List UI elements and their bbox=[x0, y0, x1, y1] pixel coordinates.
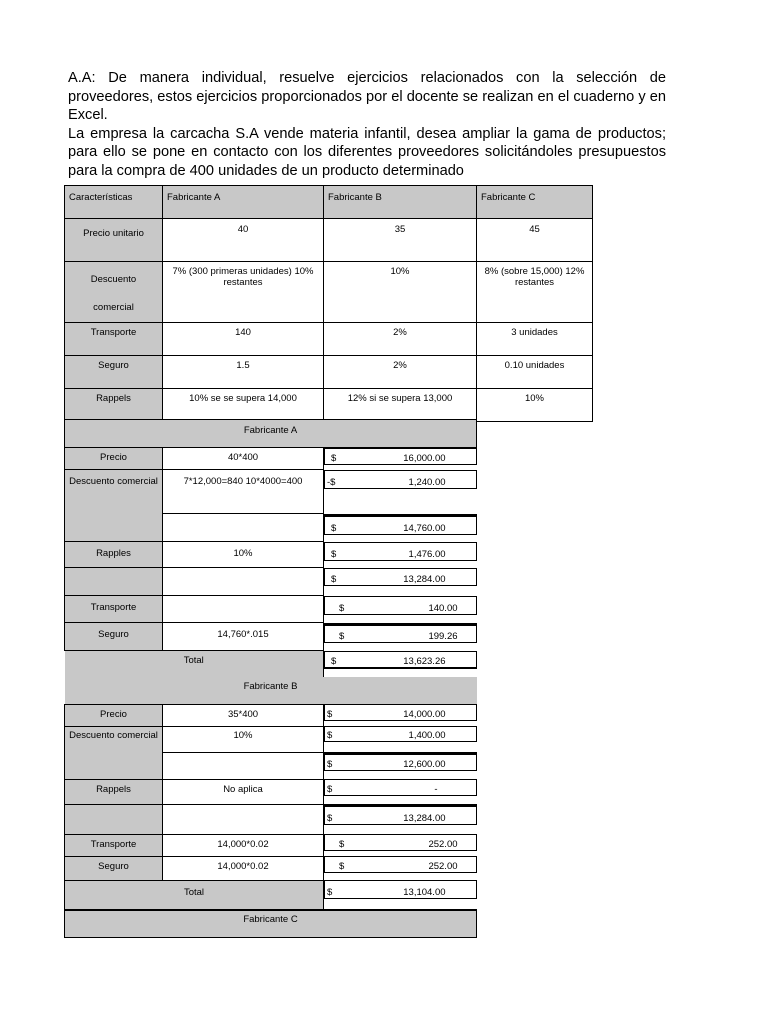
cell-b: 2% bbox=[324, 323, 477, 356]
row-label-line-2: comercial bbox=[93, 302, 134, 313]
rappels-amount-cell bbox=[324, 542, 477, 561]
currency: $ bbox=[331, 573, 337, 585]
amount: 199.26 bbox=[428, 630, 458, 642]
row-label: Precio unitario bbox=[65, 219, 163, 262]
subtotal-1-cell bbox=[324, 514, 477, 535]
descuento-label: Descuento comercial bbox=[65, 470, 163, 542]
amount: 252.00 bbox=[428, 861, 458, 872]
row-label: Rappels bbox=[65, 389, 163, 422]
rappels-amount-cell bbox=[324, 779, 477, 796]
amount: 14,000.00 bbox=[403, 709, 446, 720]
descuento-amount-cell bbox=[324, 726, 477, 742]
empty-cell bbox=[163, 804, 324, 834]
empty-cell bbox=[163, 752, 324, 779]
cell-a: 10% se se supera 14,000 bbox=[163, 389, 324, 422]
cell-a: 1.5 bbox=[163, 356, 324, 389]
fabricante-c-title: Fabricante C bbox=[65, 910, 477, 937]
seguro-label: Seguro bbox=[65, 623, 163, 651]
total-label: Total bbox=[65, 880, 324, 910]
intro-paragraph-2: La empresa la carcacha S.A vende materia infantil, desea ampliar la gama de productos; para ello se pone en contacto con los diferentes proveedores solicitándoles presupuestos para la compra de 400 unidades de un producto determinado bbox=[68, 125, 666, 179]
currency: $ bbox=[331, 453, 337, 464]
header-fabricante-b: Fabricante B bbox=[324, 186, 477, 219]
seguro-label: Seguro bbox=[65, 856, 163, 880]
total-label: Total bbox=[65, 651, 324, 678]
amount: 140.00 bbox=[428, 602, 458, 614]
amount: 252.00 bbox=[428, 839, 458, 850]
total-amount-cell bbox=[324, 651, 477, 669]
cell-c: 10% bbox=[477, 389, 593, 422]
row-label-line-1: Descuento bbox=[90, 274, 137, 285]
descuento-amount-cell bbox=[324, 470, 477, 489]
fabricante-b-table bbox=[64, 677, 477, 938]
currency: $ bbox=[331, 548, 337, 560]
fabricante-b-title: Fabricante B bbox=[65, 677, 477, 704]
currency: $ bbox=[331, 655, 337, 667]
subtotal-2-cell bbox=[324, 568, 477, 586]
currency: $ bbox=[331, 522, 337, 534]
currency: $ bbox=[327, 759, 333, 770]
table-row bbox=[65, 262, 593, 323]
cell-c: 8% (sobre 15,000) 12% restantes bbox=[477, 262, 593, 323]
seguro-amount-cell bbox=[324, 856, 477, 873]
fabricante-a-title: Fabricante A bbox=[65, 420, 477, 448]
table-row bbox=[65, 856, 477, 880]
header-fabricante-a: Fabricante A bbox=[163, 186, 324, 219]
transporte-amount-cell bbox=[324, 834, 477, 851]
intro-paragraph-1: A.A: De manera individual, resuelve ejercicios relacionados con la selección de proveedores, estos ejercicios proporcionados por el docente se realizan en el cuaderno y en Excel. bbox=[68, 70, 666, 124]
currency: $ bbox=[339, 630, 345, 642]
transporte-formula: 14,000*0.02 bbox=[163, 834, 324, 856]
table-row bbox=[65, 623, 477, 651]
currency: $ bbox=[327, 887, 333, 898]
cell-b: 2% bbox=[324, 356, 477, 389]
transporte-label: Transporte bbox=[65, 596, 163, 623]
precio-amount-cell bbox=[324, 704, 477, 721]
precio-amount-cell bbox=[324, 448, 477, 465]
seguro-amount-cell bbox=[324, 623, 477, 643]
table-row bbox=[65, 219, 593, 262]
amount: 16,000.00 bbox=[403, 453, 446, 464]
rappels-formula: 10% bbox=[163, 542, 324, 568]
amount: 1,240.00 bbox=[408, 476, 446, 488]
table-row bbox=[65, 542, 477, 568]
table-row bbox=[65, 880, 477, 910]
currency: -$ bbox=[327, 476, 336, 488]
total-amount-cell bbox=[324, 880, 477, 899]
empty-cell bbox=[163, 514, 324, 542]
currency: $ bbox=[339, 602, 345, 614]
table-row bbox=[65, 804, 477, 834]
amount: 13,623.26 bbox=[403, 655, 446, 667]
table-row bbox=[65, 568, 477, 596]
header-caracteristicas: Características bbox=[65, 186, 163, 219]
cell-a: 7% (300 primeras unidades) 10% restantes bbox=[163, 262, 324, 323]
cell-a: 40 bbox=[163, 219, 324, 262]
currency: $ bbox=[327, 813, 333, 824]
table-row bbox=[65, 470, 477, 514]
empty-cell bbox=[163, 596, 324, 623]
amount: 14,760.00 bbox=[403, 522, 446, 534]
table-row bbox=[65, 651, 477, 678]
empty-cell bbox=[163, 568, 324, 596]
cell-a: 140 bbox=[163, 323, 324, 356]
precio-label: Precio bbox=[65, 448, 163, 470]
amount: 13,284.00 bbox=[403, 813, 446, 824]
table-row bbox=[65, 779, 477, 804]
cell-c: 3 unidades bbox=[477, 323, 593, 356]
empty-cell bbox=[65, 804, 163, 834]
row-label bbox=[65, 262, 163, 323]
cell-b: 10% bbox=[324, 262, 477, 323]
cell-b: 12% si se supera 13,000 bbox=[324, 389, 477, 422]
transporte-amount-cell bbox=[324, 596, 477, 615]
amount: - bbox=[434, 784, 438, 795]
cell-c: 45 bbox=[477, 219, 593, 262]
precio-label: Precio bbox=[65, 704, 163, 726]
rappels-label: Rappels bbox=[65, 779, 163, 804]
precio-formula: 40*400 bbox=[163, 448, 324, 470]
currency: $ bbox=[339, 861, 345, 872]
subtotal-2-cell bbox=[324, 804, 477, 825]
table-row bbox=[65, 834, 477, 856]
table-row bbox=[65, 448, 477, 470]
intro-text bbox=[68, 69, 666, 181]
amount: 1,400.00 bbox=[408, 730, 446, 741]
currency: $ bbox=[327, 709, 333, 720]
seguro-formula: 14,760*.015 bbox=[163, 623, 324, 651]
table-row bbox=[65, 596, 477, 623]
amount: 12,600.00 bbox=[403, 759, 446, 770]
header-fabricante-c: Fabricante C bbox=[477, 186, 593, 219]
descuento-formula: 7*12,000=840 10*4000=400 bbox=[163, 470, 324, 514]
transporte-label: Transporte bbox=[65, 834, 163, 856]
amount: 1,476.00 bbox=[408, 548, 446, 560]
comparison-table bbox=[64, 185, 593, 422]
table-row bbox=[65, 389, 593, 422]
currency: $ bbox=[327, 730, 333, 741]
subtotal-1-cell bbox=[324, 752, 477, 771]
descuento-label: Descuento comercial bbox=[65, 726, 163, 779]
table-row bbox=[65, 356, 593, 389]
cell-c: 0.10 unidades bbox=[477, 356, 593, 389]
rappels-label: Rapples bbox=[65, 542, 163, 568]
amount: 13,284.00 bbox=[403, 573, 446, 585]
row-label: Seguro bbox=[65, 356, 163, 389]
precio-formula: 35*400 bbox=[163, 704, 324, 726]
fabricante-a-table bbox=[64, 419, 477, 678]
currency: $ bbox=[327, 784, 333, 795]
cell-b: 35 bbox=[324, 219, 477, 262]
descuento-formula: 10% bbox=[163, 726, 324, 752]
amount: 13,104.00 bbox=[403, 887, 446, 898]
row-label: Transporte bbox=[65, 323, 163, 356]
rappels-formula: No aplica bbox=[163, 779, 324, 804]
empty-cell bbox=[65, 568, 163, 596]
table-row bbox=[65, 704, 477, 726]
seguro-formula: 14,000*0.02 bbox=[163, 856, 324, 880]
table-header-row bbox=[65, 186, 593, 219]
table-row bbox=[65, 726, 477, 752]
currency: $ bbox=[339, 839, 345, 850]
table-row bbox=[65, 323, 593, 356]
